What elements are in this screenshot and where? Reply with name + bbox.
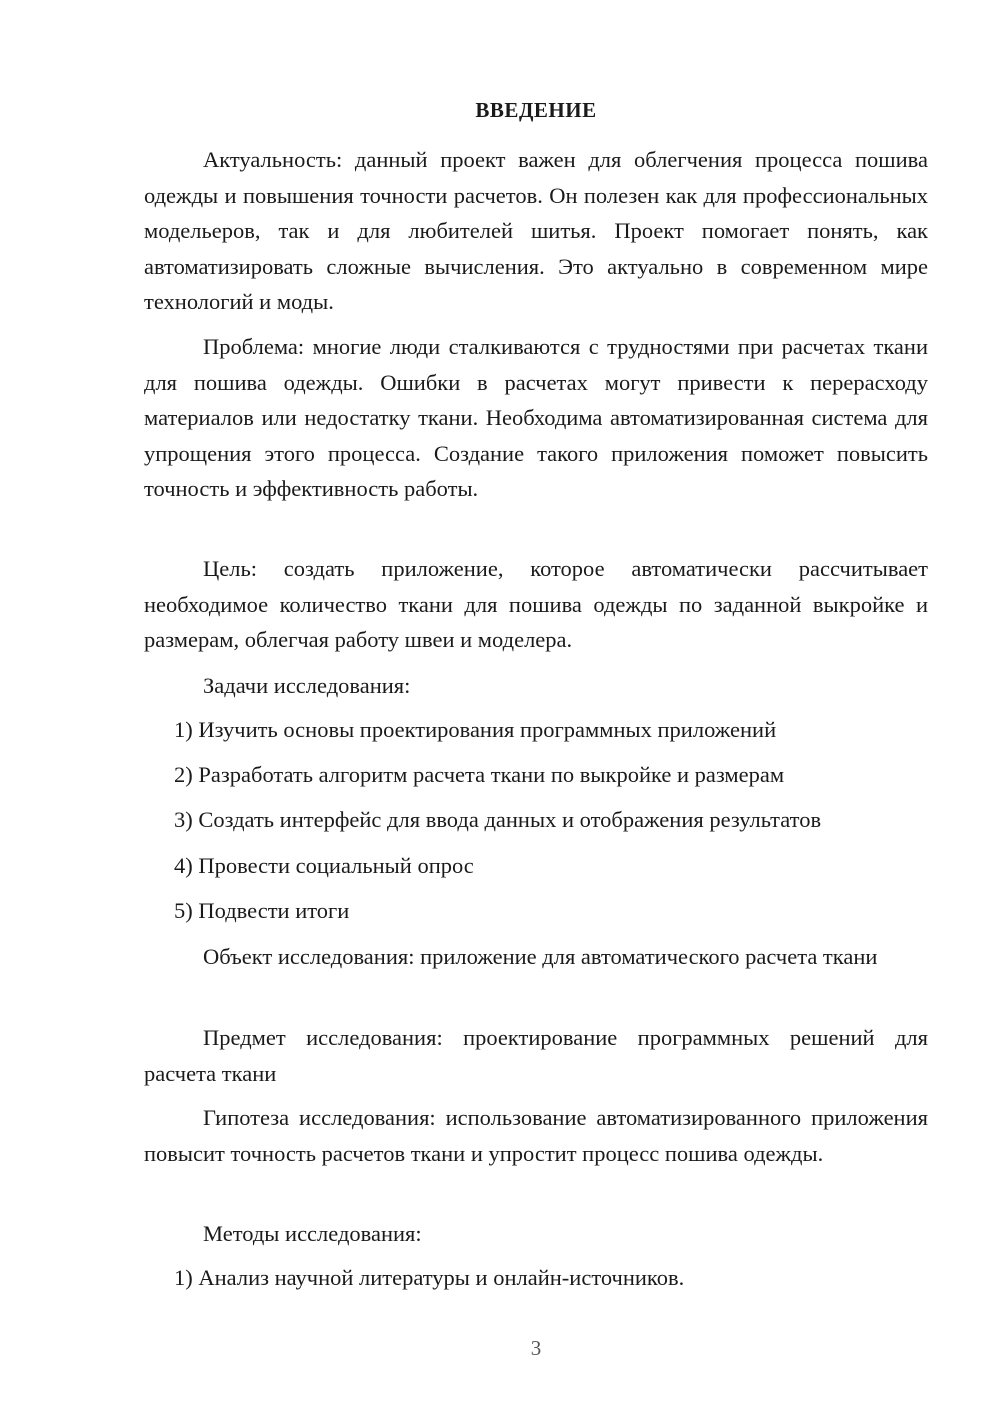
list-item: 5) Подвести итоги <box>174 898 350 923</box>
problem-paragraph: Проблема: многие люди сталкиваются с трудностями при расчетах ткани для пошива одежды. Ошибки в расчетах могут привести к перерасходу материалов или недостатку ткани. Необходима автоматизированная система для упрощения этого процесса. Создание такого приложения поможет повысить точность и эффективность работы. <box>144 334 928 501</box>
methods-heading: Методы исследования: <box>203 1221 422 1246</box>
page-number: 3 <box>530 1336 542 1360</box>
list-item: 2) Разработать алгоритм расчета ткани по выкройке и размерам <box>174 762 785 787</box>
list-item: 3) Создать интерфейс для ввода данных и отображения результатов <box>174 807 822 832</box>
hypothesis-paragraph: Гипотеза исследования: использование автоматизированного приложения повысит точность расчетов ткани и упростит процесс пошива одежды. <box>144 1105 928 1166</box>
section-title: ВВЕДЕНИЕ <box>475 98 597 122</box>
subject-paragraph: Предмет исследования: проектирование программных решений для расчета ткани <box>144 1025 928 1086</box>
tasks-heading: Задачи исследования: <box>203 673 411 698</box>
object-paragraph: Объект исследования: приложение для автоматического расчета ткани <box>203 944 878 969</box>
relevance-paragraph: Актуальность: данный проект важен для облегчения процесса пошива одежды и повышения точности расчетов. Он полезен как для профессиональных модельеров, так и для любителей шитья. Проект помогает понять, как автоматизировать сложные вычисления. Это актуально в современном мире технологий и моды. <box>144 147 928 314</box>
list-item: 4) Провести социальный опрос <box>174 853 474 878</box>
goal-paragraph: Цель: создать приложение, которое автоматически рассчитывает необходимое количество ткани для пошива одежды по заданной выкройке и размерам, облегчая работу швеи и моделера. <box>144 556 928 652</box>
list-item: 1) Анализ научной литературы и онлайн-источников. <box>174 1265 685 1290</box>
list-item: 1) Изучить основы проектирования программных приложений <box>174 717 777 742</box>
